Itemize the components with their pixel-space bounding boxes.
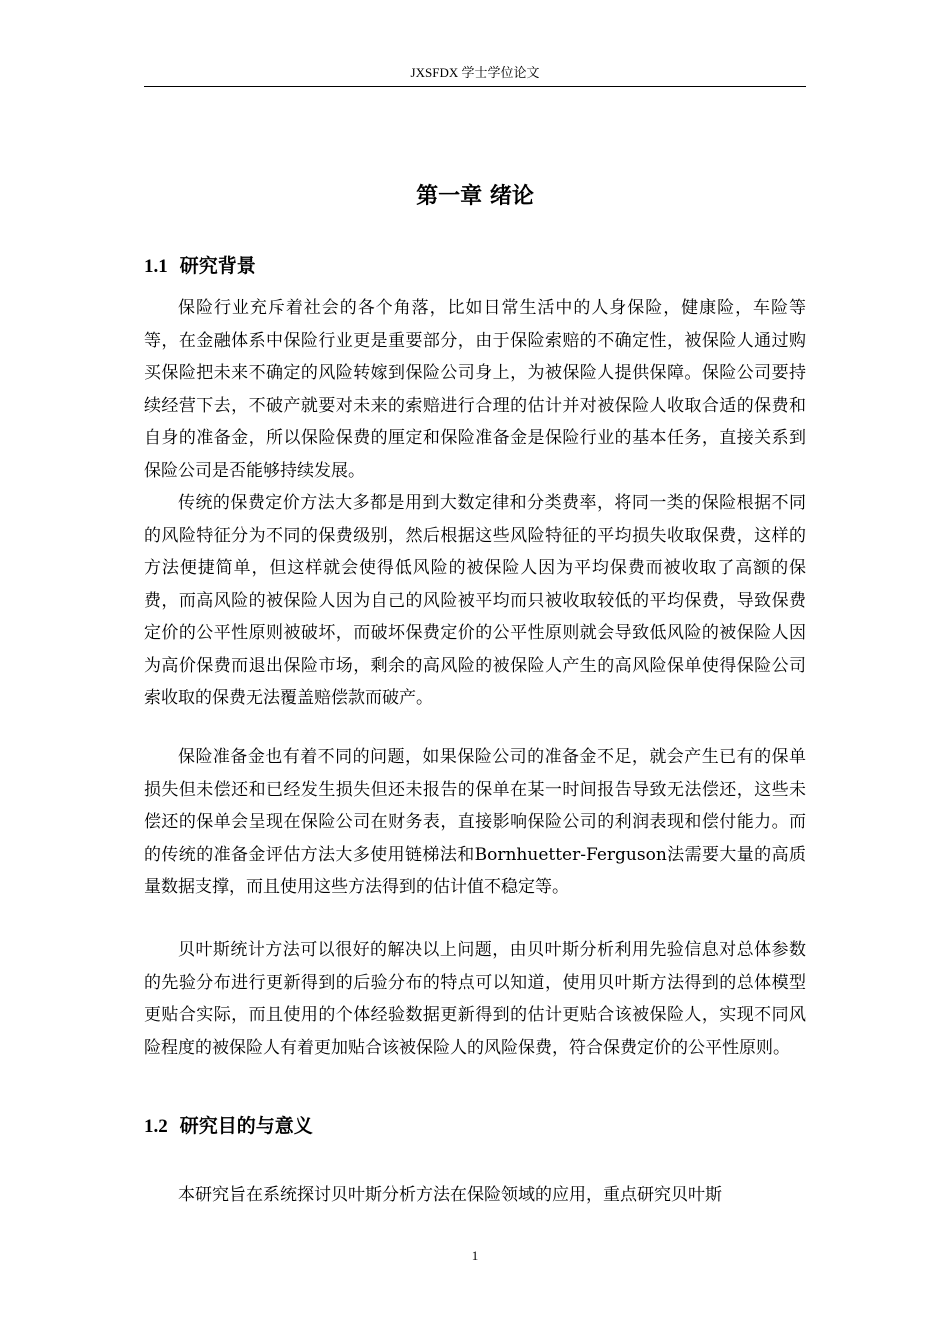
section-number: 1.1 — [144, 256, 168, 277]
section-number: 1.2 — [144, 1116, 168, 1137]
paragraph-background-4: 贝叶斯统计方法可以很好的解决以上问题，由贝叶斯分析利用先验信息对总体参数的先验分布进行更新得到的后验分布的特点可以知道，使用贝叶斯方法得到的总体模型更贴合实际，而且使用的个体经验数据更新得到的估计更贴合该被保险人，实现不同风险程度的被保险人有着更加贴合该被保险人的风险保费，符合保费定价的公平性原则。 — [144, 940, 806, 1058]
paragraph-background-1: 保险行业充斥着社会的各个角落，比如日常生活中的人身保险，健康险，车险等等，在金融体系中保险行业更是重要部分，由于保险索赔的不确定性，被保险人通过购买保险把未来不确定的风险转嫁到保险公司身上，为被保险人提供保障。保险公司要持续经营下去，不破产就要对未来的索赔进行合理的估计并对被保险人收取合适的保费和自身的准备金，所以保险保费的厘定和保险准备金是保险行业的基本任务，直接关系到保险公司是否能够持续发展。 — [144, 298, 806, 481]
section-heading-1-1 — [144, 251, 806, 282]
paragraph-purpose-1: 本研究旨在系统探讨贝叶斯分析方法在保险领域的应用，重点研究贝叶斯 — [178, 1185, 722, 1205]
section-heading-1-2 — [144, 1111, 806, 1142]
running-header: JXSFDX 学士学位论文 — [410, 65, 540, 80]
section-title: 研究目的与意义 — [179, 1115, 313, 1137]
paragraph-background-3: 保险准备金也有着不同的问题，如果保险公司的准备金不足，就会产生已有的保单损失但未偿还和已经发生损失但还未报告的保单在某一时间报告导致无法偿还，这些未偿还的保单会呈现在保险公司在财务表，直接影响保险公司的利润表现和偿付能力。而的传统的准备金评估方法大多使用链梯法和Bornhuetter-Ferguson法需要大量的高质量数据支撑，而且使用这些方法得到的估计值不稳定等。 — [144, 747, 806, 897]
header-rule — [144, 86, 806, 87]
page-number: 1 — [471, 1248, 479, 1263]
chapter-title: 第一章 绪论 — [416, 184, 534, 209]
paragraph-background-2: 传统的保费定价方法大多都是用到大数定律和分类费率，将同一类的保险根据不同的风险特征分为不同的保费级别，然后根据这些风险特征的平均损失收取保费，这样的方法便捷简单，但这样就会使得低风险的被保险人因为平均保费而被收取了高额的保费，而高风险的被保险人因为自己的风险被平均而只被收取较低的平均保费，导致保费定价的公平性原则被破坏，而破坏保费定价的公平性原则就会导致低风险的被保险人因为高价保费而退出保险市场，剩余的高风险的被保险人产生的高风险保单使得保险公司索收取的保费无法覆盖赔偿款而破产。 — [144, 493, 806, 708]
section-title: 研究背景 — [179, 255, 256, 277]
